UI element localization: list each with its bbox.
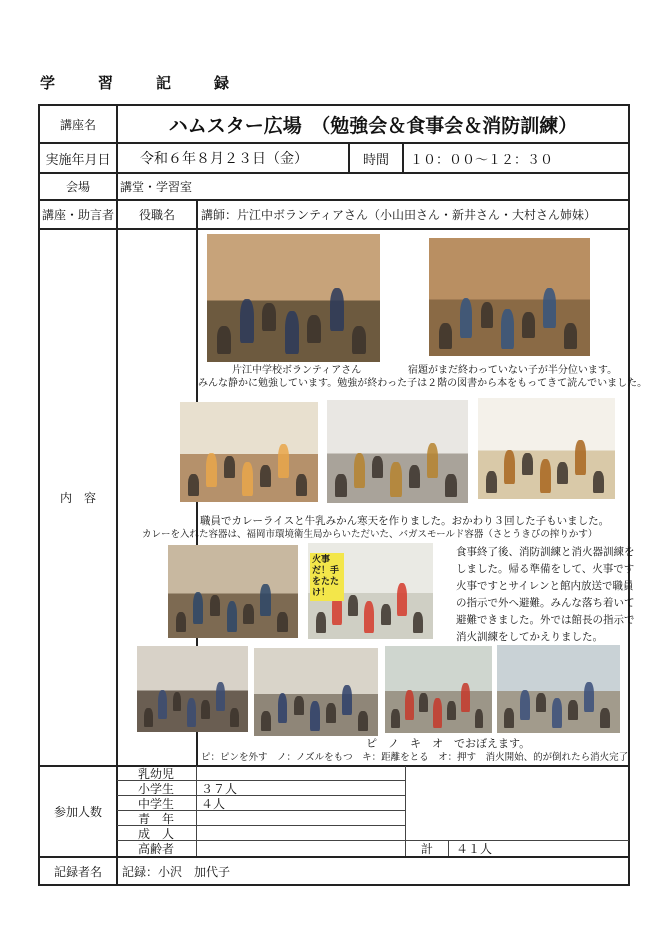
- photo-figure: [504, 708, 514, 727]
- participant-count: ３７人: [201, 781, 238, 796]
- photo-hall-evacuation: [168, 545, 298, 638]
- photo-figure: [593, 471, 604, 493]
- photo-figure: [224, 456, 235, 478]
- total-label: 計: [420, 842, 433, 856]
- photo-figure: [330, 288, 344, 332]
- participant-category: 青 年: [138, 811, 175, 826]
- photo-figure: [173, 692, 182, 711]
- photo-figure: [296, 474, 307, 496]
- photo-figure: [278, 693, 288, 723]
- fire-drill-line: 消火訓練をしてかえりました。: [456, 631, 603, 643]
- participant-count: [201, 811, 401, 825]
- photo-figure: [540, 459, 551, 493]
- fire-drill-line: の指示で外へ避難。みんな落ち着いて: [456, 597, 635, 609]
- photo-figure: [285, 311, 299, 355]
- photo-figure: [501, 309, 514, 349]
- participant-count: [201, 826, 401, 840]
- photo-figure: [481, 302, 494, 328]
- photo-figure: [240, 299, 254, 343]
- recorder-label: 記録者名: [53, 864, 102, 879]
- time-value-divider: [402, 142, 404, 173]
- photo-figure: [391, 709, 400, 728]
- photo-figure: [242, 462, 253, 496]
- photo-figure: [277, 612, 287, 632]
- photo-figure: [475, 709, 484, 728]
- photo-figure: [568, 700, 578, 719]
- participants-label: 参加人数: [53, 805, 102, 819]
- photo-figure: [216, 682, 225, 711]
- date-value: 令和６年８月２３日（金）: [140, 151, 308, 167]
- photo-figure: [294, 696, 304, 715]
- caption-studying: みんな静かに勉強しています。勉強が終わった子は２階の図書から本をもってきて読んでいました。: [198, 378, 648, 389]
- photo-figure: [158, 690, 167, 719]
- participant-category: 中学生: [138, 796, 175, 811]
- photo-figure: [460, 298, 473, 338]
- document-heading: [40, 72, 272, 93]
- photo-outdoor-group: [254, 648, 378, 736]
- venue-value: 講堂・学習室: [120, 180, 193, 194]
- photo-figure: [342, 685, 352, 715]
- photo-figure: [210, 595, 220, 615]
- photo-figure: [439, 323, 452, 349]
- photo-figure: [243, 604, 253, 624]
- photo-figure: [461, 683, 470, 713]
- participant-count: [201, 841, 401, 855]
- caption-curry: 職員でカレーライスと牛乳みかん寒天を作りました。おかわり３回した子もいました。: [200, 515, 610, 527]
- participant-category: 成 人: [138, 826, 175, 841]
- content-label: 内 容: [59, 491, 96, 505]
- photo-figure: [352, 326, 366, 354]
- photo-figure: [261, 711, 271, 730]
- photo-figure: [557, 462, 568, 484]
- instructor-label: 講座・助言者: [41, 208, 114, 222]
- date-label: 実施年月日: [45, 152, 111, 168]
- course-label: 講座名: [59, 117, 96, 132]
- photo-figure: [326, 703, 336, 722]
- venue-label: 会場: [65, 180, 90, 194]
- photo-figure: [419, 693, 428, 712]
- photo-figure: [397, 583, 407, 616]
- pinokio-detail: ピ：ピンを外す ノ：ノズルをもつ キ：距離をとる オ：押す 消火開始、的が倒れたら消火完了: [201, 752, 629, 763]
- photo-figure: [413, 612, 423, 633]
- photo-figure: [543, 288, 556, 328]
- photo-volunteers-classroom: [207, 234, 380, 362]
- photo-figure: [358, 711, 368, 730]
- photo-figure: [409, 465, 420, 488]
- photo-figure: [427, 443, 438, 478]
- participant-category: 乳幼児: [138, 766, 175, 781]
- frame-bottom: [38, 884, 630, 886]
- photo-figure: [447, 701, 456, 720]
- photo-figure: [520, 690, 530, 720]
- photo-figure: [522, 312, 535, 338]
- photo-figure: [433, 698, 442, 728]
- photo-figure: [260, 465, 271, 487]
- photo-figure: [278, 444, 289, 478]
- photo-figure: [310, 701, 320, 731]
- photo-figure: [217, 326, 231, 354]
- fire-drill-text: [456, 544, 635, 646]
- photo-figure: [206, 453, 217, 487]
- instructor-value: 講師：片江中ボランティアさん（小山田さん・新井さん・大村さん姉妹）: [201, 208, 597, 222]
- photo-figure: [227, 601, 237, 633]
- photo-figure: [405, 690, 414, 720]
- photo-figure: [260, 584, 270, 616]
- photo-curry-tray: [478, 398, 615, 499]
- photo-figure: [144, 708, 153, 727]
- participant-category: 小学生: [138, 781, 175, 796]
- photo-figure: [600, 708, 610, 727]
- photo-figure: [262, 303, 276, 331]
- photo-figure: [575, 440, 586, 474]
- time-value: １０：００～１２：３０: [410, 152, 554, 168]
- frame-right: [628, 104, 630, 886]
- photo-figure: [316, 612, 326, 633]
- total-value: ４１人: [456, 842, 493, 856]
- total-divider: [448, 840, 449, 856]
- time-label: 時間: [362, 152, 389, 168]
- pinokio-line: ピ ノ キ オ でおぼえます。: [366, 737, 531, 750]
- fire-drill-line: 食事終了後、消防訓練と消火器訓練を: [456, 546, 635, 558]
- heading-char: 記: [156, 74, 172, 92]
- photo-figure: [504, 450, 515, 484]
- photo-figure: [584, 682, 594, 712]
- photo-dessert-cups: [180, 402, 318, 502]
- photo-figure: [536, 693, 546, 712]
- fire-drill-line: しました。帰る準備をして、火事です: [456, 563, 635, 575]
- heading-char: 習: [98, 74, 114, 92]
- photo-figure: [552, 698, 562, 728]
- fire-drill-line: 避難できました。外では館長の指示で: [456, 614, 635, 626]
- photo-figure: [564, 323, 577, 349]
- fire-drill-line: 火事ですとサイレンと館内放送で職員: [456, 580, 634, 592]
- caption-homework: 宿題がまだ終わっていない子が半分位います。: [408, 365, 618, 376]
- photo-figure: [390, 462, 401, 497]
- heading-char: 録: [214, 74, 230, 92]
- participant-category: 高齢者: [138, 841, 175, 856]
- photo-figure: [188, 474, 199, 496]
- photo-figure: [176, 612, 186, 632]
- participant-count: [201, 766, 401, 780]
- role-label: 役職名: [138, 208, 175, 222]
- photo-figure: [348, 595, 358, 616]
- photo-figure: [201, 700, 210, 719]
- photo-figure: [372, 456, 383, 479]
- photo-figure: [335, 474, 346, 497]
- photo-figure: [486, 471, 497, 493]
- recorder-value: 記録：小沢 加代子: [122, 864, 231, 879]
- photo-figure: [193, 592, 203, 624]
- course-title: ハムスター広場 （勉強会＆食事会＆消防訓練）: [168, 114, 578, 137]
- photo-children-studying: [429, 238, 590, 356]
- photo-figure: [230, 708, 239, 727]
- poster-text: 火事だ！手をたたけ！: [310, 553, 344, 601]
- photo-figure: [381, 604, 391, 625]
- participant-count: ４人: [201, 796, 226, 811]
- photo-curry-pot: [327, 400, 468, 503]
- photo-extinguisher-outside: [497, 645, 620, 733]
- photo-figure: [364, 601, 374, 634]
- caption-volunteers: 片江中学校ボランティアさん: [232, 365, 362, 376]
- photo-hallway-children: [137, 646, 248, 732]
- caption-container: カレーを入れた容器は、福岡市環境衛生局からいただいた、バガスモールド容器（さとうきびの搾りかす）: [142, 529, 598, 540]
- photo-extinguisher-drill: [385, 646, 492, 733]
- heading-char: 学: [40, 74, 56, 92]
- photo-figure: [187, 698, 196, 727]
- photo-figure: [445, 474, 456, 497]
- photo-figure: [307, 315, 321, 343]
- photo-figure: [354, 453, 365, 488]
- photo-figure: [522, 453, 533, 475]
- row-divider: [38, 228, 630, 230]
